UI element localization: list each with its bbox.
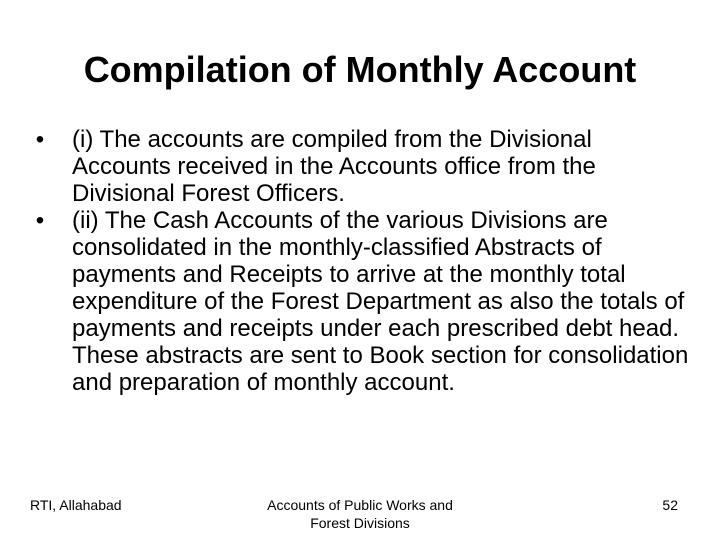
footer-course-title: Accounts of Public Works and Forest Divisions: [267, 497, 453, 531]
bullet-marker: •: [35, 207, 45, 234]
bullet-text: (ii) The Cash Accounts of the various Divisions are consolidated in the monthly-classified Abstracts of payments and Receipts to arrive at the monthly total expenditure of the Forest Department as also the totals of payments and receipts under each prescribed debt head. These abstracts are sent to Book section for consolidation and preparation of monthly account.: [72, 207, 689, 396]
footer-organization: RTI, Allahabad: [30, 497, 122, 513]
bullet-text: (i) The accounts are compiled from the Divisional Accounts received in the Accounts office from the Divisional Forest Officers.: [72, 126, 596, 207]
slide-title: Compilation of Monthly Account: [83, 49, 637, 90]
bullet-marker: •: [35, 126, 45, 153]
page-number: 52: [662, 497, 678, 513]
bullet-item: [30, 207, 690, 396]
bullet-item: [30, 126, 690, 207]
bullet-list: [30, 126, 690, 396]
